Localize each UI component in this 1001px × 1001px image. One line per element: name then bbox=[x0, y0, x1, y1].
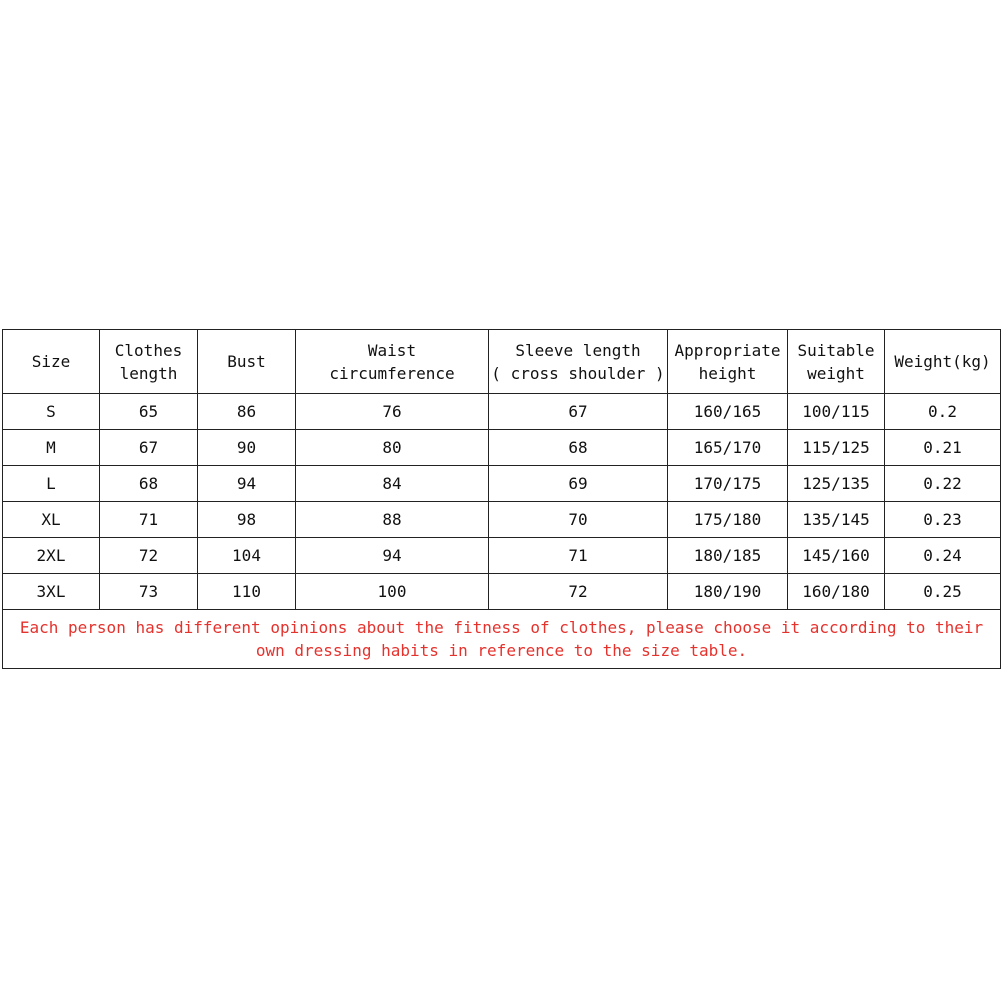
cell-suitable-weight: 145/160 bbox=[788, 538, 885, 574]
cell-clothes-length: 68 bbox=[100, 466, 198, 502]
cell-bust: 86 bbox=[198, 394, 296, 430]
cell-size: S bbox=[3, 394, 100, 430]
cell-size: M bbox=[3, 430, 100, 466]
header-sleeve-length: Sleeve length ( cross shoulder ) bbox=[489, 330, 668, 394]
cell-waist: 84 bbox=[296, 466, 489, 502]
cell-clothes-length: 71 bbox=[100, 502, 198, 538]
cell-suitable-weight: 160/180 bbox=[788, 574, 885, 610]
cell-appropriate-height: 165/170 bbox=[668, 430, 788, 466]
cell-bust: 90 bbox=[198, 430, 296, 466]
header-bust: Bust bbox=[198, 330, 296, 394]
cell-sleeve-length: 68 bbox=[489, 430, 668, 466]
fitness-note: Each person has different opinions about the fitness of clothes, please choose it according to their own dressing habits in reference to the size table. bbox=[3, 610, 1001, 669]
table-row bbox=[3, 430, 1001, 466]
cell-size: L bbox=[3, 466, 100, 502]
cell-appropriate-height: 160/165 bbox=[668, 394, 788, 430]
header-suitable-weight: Suitable weight bbox=[788, 330, 885, 394]
cell-weight-kg: 0.2 bbox=[885, 394, 1001, 430]
cell-weight-kg: 0.24 bbox=[885, 538, 1001, 574]
cell-bust: 104 bbox=[198, 538, 296, 574]
cell-waist: 76 bbox=[296, 394, 489, 430]
header-weight-kg: Weight(kg) bbox=[885, 330, 1001, 394]
header-size: Size bbox=[3, 330, 100, 394]
table-row bbox=[3, 466, 1001, 502]
table-row bbox=[3, 574, 1001, 610]
cell-bust: 98 bbox=[198, 502, 296, 538]
cell-suitable-weight: 100/115 bbox=[788, 394, 885, 430]
cell-bust: 94 bbox=[198, 466, 296, 502]
cell-sleeve-length: 69 bbox=[489, 466, 668, 502]
size-chart-table bbox=[2, 329, 1001, 669]
cell-appropriate-height: 180/185 bbox=[668, 538, 788, 574]
cell-size: XL bbox=[3, 502, 100, 538]
cell-appropriate-height: 175/180 bbox=[668, 502, 788, 538]
cell-sleeve-length: 71 bbox=[489, 538, 668, 574]
cell-suitable-weight: 135/145 bbox=[788, 502, 885, 538]
cell-appropriate-height: 180/190 bbox=[668, 574, 788, 610]
table-row bbox=[3, 394, 1001, 430]
note-row bbox=[3, 610, 1001, 669]
cell-sleeve-length: 72 bbox=[489, 574, 668, 610]
cell-clothes-length: 73 bbox=[100, 574, 198, 610]
table-row bbox=[3, 538, 1001, 574]
cell-sleeve-length: 67 bbox=[489, 394, 668, 430]
cell-suitable-weight: 115/125 bbox=[788, 430, 885, 466]
cell-size: 2XL bbox=[3, 538, 100, 574]
cell-weight-kg: 0.23 bbox=[885, 502, 1001, 538]
cell-clothes-length: 72 bbox=[100, 538, 198, 574]
cell-clothes-length: 65 bbox=[100, 394, 198, 430]
cell-waist: 88 bbox=[296, 502, 489, 538]
cell-size: 3XL bbox=[3, 574, 100, 610]
table-row bbox=[3, 502, 1001, 538]
header-appropriate-height: Appropriate height bbox=[668, 330, 788, 394]
cell-appropriate-height: 170/175 bbox=[668, 466, 788, 502]
cell-weight-kg: 0.21 bbox=[885, 430, 1001, 466]
header-clothes-length: Clothes length bbox=[100, 330, 198, 394]
cell-weight-kg: 0.22 bbox=[885, 466, 1001, 502]
cell-weight-kg: 0.25 bbox=[885, 574, 1001, 610]
cell-waist: 94 bbox=[296, 538, 489, 574]
cell-suitable-weight: 125/135 bbox=[788, 466, 885, 502]
cell-clothes-length: 67 bbox=[100, 430, 198, 466]
table-header-row bbox=[3, 330, 1001, 394]
cell-bust: 110 bbox=[198, 574, 296, 610]
cell-waist: 80 bbox=[296, 430, 489, 466]
cell-sleeve-length: 70 bbox=[489, 502, 668, 538]
header-waist-circumference: Waist circumference bbox=[296, 330, 489, 394]
cell-waist: 100 bbox=[296, 574, 489, 610]
